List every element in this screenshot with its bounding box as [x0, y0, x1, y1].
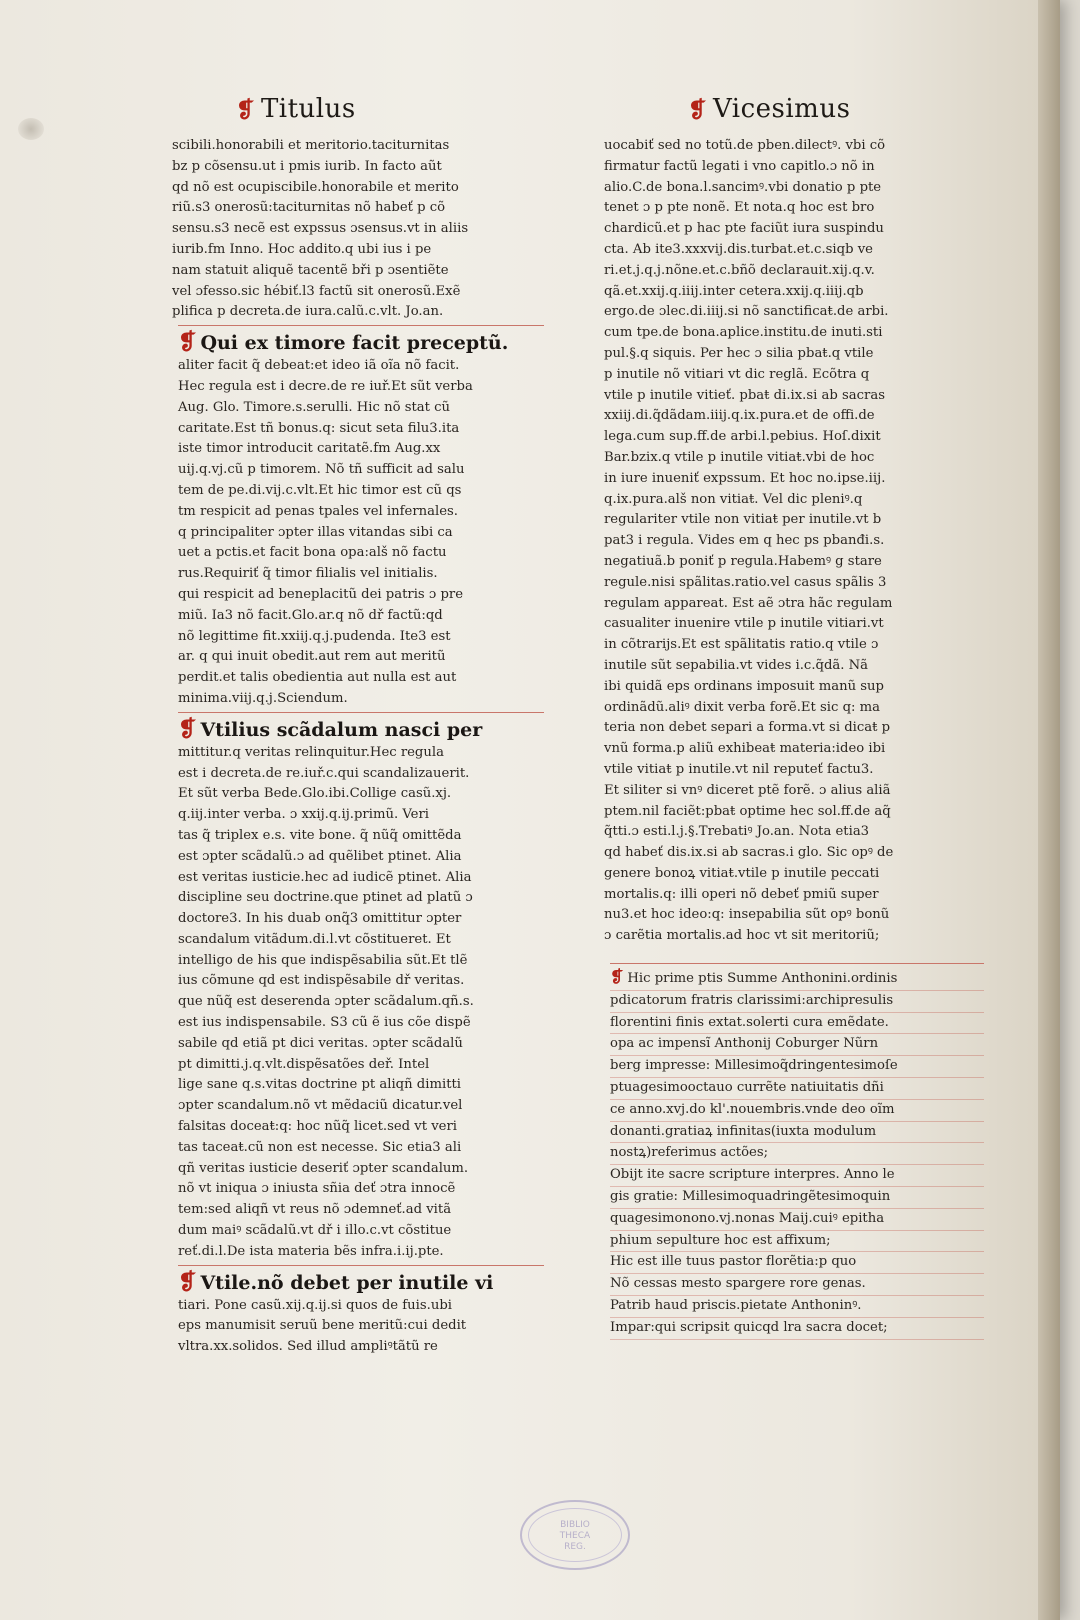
pilcrow-icon: ❡	[178, 715, 197, 742]
text-line: ergo.de ɔlec.di.iiij.si nõ sanctificaŧ.de arbi.	[604, 304, 889, 320]
colophon-line: Impar:qui scripsit quicqd lra sacra docet;	[610, 1318, 984, 1340]
text-line: nam statuit aliquẽ tacentẽ bři p ɔsentiẽte	[172, 262, 449, 278]
text-line: qd nõ est ocupiscibile.honorabile et merito	[172, 179, 459, 195]
section-body	[178, 743, 544, 1263]
text-line: nõ vt iniqua ɔ iniusta sñia deť ɔtra innocẽ	[178, 1181, 456, 1197]
text-line: genere bonoꝝ vitiaŧ.vtile p inutile peccati	[604, 865, 880, 881]
colophon-line: ce anno.xvj.do kl'.nouembris.vnde deo oĩm	[610, 1100, 984, 1122]
text-line: q principaliter ɔpter illas vitandas sibi ca	[178, 524, 453, 540]
section-body	[178, 356, 544, 710]
text-line: Et sũt verba Bede.Glo.ibi.Collige casũ.xj.	[178, 786, 452, 802]
text-line: teria non debet separi a forma.vt si dicaŧ p	[604, 720, 891, 736]
text-line: caritate.Est tñ bonus.q: sicut seta filu3.ita	[178, 420, 460, 436]
text-line: qã.et.xxij.q.iiij.inter cetera.xxij.q.iiij.qb	[604, 283, 864, 299]
text-line: regulariter vtile non vitiaŧ per inutile.vt b	[604, 512, 882, 528]
pilcrow-icon: ❡	[178, 1268, 197, 1295]
text-line: lige sane q.s.vitas doctrine pt aliqñ dimitti	[178, 1077, 462, 1093]
text-line: ordinãdũ.aliꝰ dixit verba forẽ.Et sic q: ma	[604, 699, 881, 715]
text-line: ar. q qui inuit obedit.aut rem aut meritũ	[178, 649, 446, 665]
text-line: vtile vitiaŧ p inutile.vt nil reputeť factu3.	[604, 761, 874, 777]
text-line: aliter facit q̃ debeat:et ideo iã oĩa nõ facit.	[178, 358, 460, 374]
text-line: eps manumisit seruũ bene meritũ:cui dedit	[178, 1318, 467, 1334]
text-line: regule.nisi spãlitas.ratio.vel casus spãlis 3	[604, 574, 887, 590]
text-line: ɔ carẽtia mortalis.ad hoc vt sit meritoriũ;	[604, 928, 880, 944]
text-line: cta. Ab ite3.xxxvij.dis.turbat.et.c.siqb ve	[604, 241, 873, 257]
section-rule	[178, 712, 544, 713]
text-line: alio.C.de bona.l.sancimꝰ.vbi donatio p pte	[604, 179, 882, 195]
text-line: falsitas doceaŧ:q: hoc nũq̃ licet.sed vt veri	[178, 1119, 457, 1135]
colophon-line: berg impresse: Millesimoq̃dringentesimoſe	[610, 1056, 984, 1078]
left-sections	[172, 325, 544, 1358]
text-line: tem de pe.di.vij.c.vlt.Et hic timor est cũ qs	[178, 482, 462, 498]
left-column	[172, 136, 544, 1358]
text-line: lega.cum sup.ff.de arbi.l.pebius. Hoſ.dixit	[604, 429, 881, 445]
text-line: intelligo de his que indispẽsabilia sũt.Et tlẽ	[178, 952, 468, 968]
colophon-line: Patrib haud priscis.pietate Anthoninꝰ.	[610, 1296, 984, 1318]
section-lead-text: Qui ex timore facit preceptũ.	[200, 332, 509, 355]
text-line: ɔpter scandalum.nõ vt mẽdaciũ dicatur.vel	[178, 1098, 463, 1114]
text-line: tenet ɔ p pte nonẽ. Et nota.q hoc est bro	[604, 200, 875, 216]
text-line: qd habeť dis.ix.si ab sacras.i glo. Sic opꝰ de	[604, 845, 894, 861]
running-head-left: ❡ Titulus	[236, 94, 356, 124]
text-line: vel ɔfesso.sic hébiť.l3 factũ sit onerosũ.Exẽ	[172, 283, 461, 299]
colophon-line: gis gratie: Millesimoquadringẽtesimoquin	[610, 1187, 984, 1209]
colophon-line: ptuagesimooctauo currẽte natiuitatis dñi	[610, 1078, 984, 1100]
stamp-line: THECA	[559, 1531, 591, 1541]
text-line: mortalis.q: illi operi nõ debeť pmiũ super	[604, 886, 879, 902]
text-line: tas taceaŧ.cũ non est necesse. Sic etia3 ali	[178, 1139, 462, 1155]
text-line: dum maiꝰ scãdalũ.vt dř i illo.c.vt cõstitue	[178, 1223, 452, 1239]
running-head-right: ❡ Vicesimus	[688, 94, 851, 124]
text-line: q.ix.pura.alš non vitiaŧ. Vel dic pleniꝰ.q	[604, 491, 863, 507]
text-line: uet a pctis.et facit bona opa:alš nõ factu	[178, 545, 447, 561]
colophon	[604, 963, 984, 1340]
text-line: bz p cõsensu.ut i pmis iurib. In facto aũt	[172, 158, 442, 174]
text-line: pat3 i regula. Vides em q hec ps pbanđi.s.	[604, 533, 885, 549]
text-line: in cõtrarijs.Et est spãlitatis ratio.q vtile ɔ	[604, 637, 879, 653]
pilcrow-icon: ❡	[236, 97, 255, 123]
rule-section	[172, 1265, 544, 1358]
section-rule	[178, 1265, 544, 1266]
text-line: mittitur.q veritas relinquitur.Hec regula	[178, 744, 444, 760]
right-column	[604, 136, 984, 1340]
colophon-line: Nõ cessas mesto spargere rore genas.	[610, 1274, 984, 1296]
text-line: doctore3. In his duab onq̃3 omittitur ɔpter	[178, 911, 462, 927]
text-line: ibi quidã eps ordinans imposuit manũ sup	[604, 678, 884, 694]
text-line: miũ. Ia3 nõ facit.Glo.ar.q nõ dř factũ:qd	[178, 607, 443, 623]
text-line: pul.§.q siquis. Per hec ɔ silia pbaŧ.q vtile	[604, 345, 874, 361]
colophon-line: phium sepulture hoc est affixum;	[610, 1231, 984, 1253]
text-line: chardicũ.et p hac pte faciũt iura suspindu	[604, 221, 884, 237]
text-line: negatiuã.b poniť p regula.Habemꝰ g stare	[604, 553, 882, 569]
text-line: in iure inueniť expssum. Et hoc no.ipse.iij.	[604, 470, 886, 486]
text-line: uij.q.vj.cũ p timorem. Nõ tñ sufficit ad salu	[178, 462, 465, 478]
section-lead	[178, 1269, 544, 1296]
text-line: riũ.s3 onerosũ:taciturnitas nõ habeť p cõ	[172, 200, 446, 216]
colophon-line: opa ac impensĩ Anthonij Coburger Nũrn	[610, 1034, 984, 1056]
stamp-line: REG.	[564, 1542, 586, 1552]
pilcrow-icon: ❡	[688, 97, 707, 123]
text-line: scandalum vitãdum.di.l.vt cõstitueret. Et	[178, 931, 451, 947]
text-line: plifica p decreta.de iura.calũ.c.vlt. Jo.an.	[172, 304, 444, 320]
section-lead-text: Vtilius scãdalum nasci per	[200, 718, 483, 741]
text-line: tiari. Pone casũ.xij.q.ij.si quos de fuis.ubi	[178, 1297, 452, 1313]
text-line: scibili.honorabili et meritorio.taciturnitas	[172, 138, 450, 153]
section-rule	[610, 963, 984, 964]
text-line: sensu.s3 necẽ est expssus ɔsensus.vt in aliis	[172, 221, 469, 237]
text-line: tem:sed aliqñ vt reus nõ ɔdemneť.ad vitã	[178, 1202, 452, 1218]
page-edge	[1038, 0, 1060, 1620]
page-smudge	[18, 118, 44, 140]
rule-section	[172, 712, 544, 1263]
section-rule	[178, 325, 544, 326]
pilcrow-icon: ❡	[178, 329, 197, 356]
text-line: casualiter inuenire vtile p inutile vitiari.vt	[604, 616, 884, 632]
pilcrow-icon: ❡	[610, 967, 624, 987]
text-line: est ius indispensabile. S3 cũ ẽ ius cõe dispẽ	[178, 1015, 471, 1031]
text-line: rus.Requiriť q̃ timor filialis vel initialis.	[178, 566, 438, 582]
text-line: inutile sũt sepabilia.vt vides i.c.q̃dã. Nã	[604, 657, 869, 673]
text-line: vtile p inutile vitieť. pbaŧ di.ix.si ab sacras	[604, 387, 885, 403]
right-body	[604, 136, 984, 947]
text-line: reť.di.l.De ista materia bẽs infra.i.ij.pte.	[178, 1243, 444, 1259]
rule-section	[172, 325, 544, 710]
text-line: cum tpe.de bona.aplice.institu.de inuti.sti	[604, 325, 883, 341]
text-line: Et siliter si vnꝰ diceret ptẽ forẽ. ɔ alius aliã	[604, 782, 891, 798]
text-line: iste timor introducit caritatẽ.fm Aug.xx	[178, 441, 441, 457]
text-line: q̃tti.ɔ esti.l.j.§.Trebatiꝰ Jo.an. Nota etia3	[604, 824, 870, 840]
text-line: Aug. Glo. Timore.s.serulli. Hic nõ stat cũ	[178, 399, 451, 415]
text-line: sabile qd etiã pt dici veritas. ɔpter scãdalũ	[178, 1035, 463, 1051]
text-line: pt dimitti.j.q.vlt.dispẽsatões deř. Intel	[178, 1056, 430, 1072]
colophon-line: Obijt ite sacre scripture interpres. Anno le	[610, 1165, 984, 1187]
colophon-line: nostꝝ)referimus actões;	[610, 1143, 984, 1165]
text-line: tas q̃ triplex e.s. vite bone. q̃ nũq̃ omittẽda	[178, 827, 462, 843]
section-lead	[178, 716, 544, 743]
text-line: iurib.fm Inno. Hoc addito.q ubi ius i pe	[172, 241, 432, 257]
text-line: vltra.xx.solidos. Sed illud ampliꝰtãtũ re	[178, 1339, 438, 1355]
text-line: qñ veritas iusticie deseriť ɔpter scandalum.	[178, 1160, 469, 1176]
section-body	[178, 1296, 544, 1358]
text-line: est veritas iusticie.hec ad iudicẽ ptinet. Alia	[178, 869, 472, 885]
text-line: regulam appareat. Est aẽ ɔtra hãc regulam	[604, 595, 893, 611]
text-line: uocabiť sed no totũ.de pben.dilectꝰ. vbi cõ	[604, 138, 886, 153]
colophon-line: pdicatorum fratris clarissimi:archipresulis	[610, 991, 984, 1013]
text-line: discipline seu doctrine.que ptinet ad platũ ɔ	[178, 890, 473, 906]
colophon-line: donanti.gratiaꝝ infinitas(iuxta modulum	[610, 1122, 984, 1144]
text-line: ius cõmune qd est indispẽsabile dř veritas.	[178, 973, 465, 989]
colophon-line: quagesimonono.vj.nonas Maij.cuiꝰ epitha	[610, 1209, 984, 1231]
text-line: xxiij.di.q̃dãdam.iiij.q.ix.pura.et de offi.de	[604, 408, 875, 424]
text-line: Bar.bzix.q vtile p inutile vitiaŧ.vbi de hoc	[604, 449, 875, 465]
text-line: tm respicit ad penas tpales vel infernales.	[178, 503, 458, 519]
left-intro	[172, 136, 544, 323]
section-lead-text: Vtile.nõ debet per inutile vi	[200, 1271, 494, 1294]
text-line: Hec regula est i decre.de re iuř.Et sũt verba	[178, 378, 473, 394]
text-line: ptem.nil faciẽt:pbaŧ optime hec sol.ff.de aq̃	[604, 803, 891, 819]
library-stamp	[520, 1500, 630, 1570]
colophon-line: florentini finis extat.solerti cura emẽdate.	[610, 1013, 984, 1035]
colophon-line: Hic est ille tuus pastor florẽtia:p quo	[610, 1252, 984, 1274]
colophon-first-text: Hic prime ptis Summe Anthonini.ordinis	[627, 971, 898, 987]
stamp-text	[522, 1520, 628, 1553]
text-line: nu3.et hoc ideo:q: insepabilia sũt opꝰ bonũ	[604, 907, 890, 923]
text-line: ri.et.j.q.j.nõne.et.c.bñõ declarauit.xij.q.v.	[604, 262, 875, 278]
text-line: est i decreta.de re.iuř.c.qui scandalizauerit.	[178, 765, 470, 781]
stamp-line: BIBLIO	[560, 1520, 590, 1530]
text-line: vnũ forma.p aliũ exhibeaŧ materia:ideo ibi	[604, 741, 886, 757]
text-line: minima.viij.q.j.Sciendum.	[178, 690, 348, 706]
text-line: nõ legittime fit.xxiij.q.j.pudenda. Ite3 est	[178, 628, 451, 644]
text-line: q.iij.inter verba. ɔ xxij.q.ij.primũ. Veri	[178, 807, 429, 823]
text-line: qui respicit ad beneplacitũ dei patris ɔ pre	[178, 586, 463, 602]
text-line: est ɔpter scãdalũ.ɔ ad quẽlibet ptinet. Alia	[178, 848, 462, 864]
text-line: firmatur factũ legati i vno capitlo.ɔ nõ in	[604, 158, 875, 174]
colophon-line	[610, 967, 984, 991]
text-line: p inutile nõ vitiari vt dic reglã. Ecõtra q	[604, 366, 870, 382]
section-lead	[178, 329, 544, 356]
text-line: perdit.et talis obedientia aut nulla est aut	[178, 670, 457, 686]
text-line: que nũq̃ est deserenda ɔpter scãdalum.qñ.s.	[178, 994, 474, 1010]
